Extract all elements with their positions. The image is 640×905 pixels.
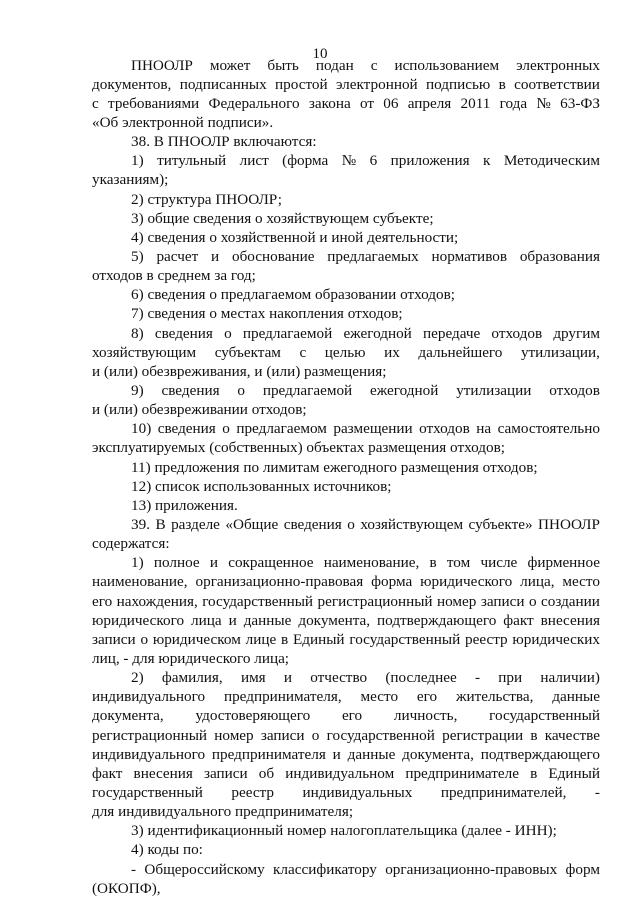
text-line: лиц, - для юридического лица; — [92, 650, 290, 667]
text-line: 1) титульный лист (форма № 6 приложения к Методическим — [131, 152, 600, 169]
text-line: юридического лица и данные документа, подтверждающего факт внесения — [92, 612, 600, 629]
text-line: 10) сведения о предлагаемом размещении отходов на самостоятельно — [131, 420, 600, 437]
text-line: наименование, организационно-правовая форма юридического лица, место — [92, 573, 600, 590]
text-line: записи о юридическом лице в Единый государственный реестр юридических — [92, 631, 600, 648]
text-line: и (или) обезвреживании отходов; — [92, 401, 307, 418]
text-line: «Об электронной подписи». — [92, 114, 274, 131]
text-line: ПНООЛР может быть подан с использованием электронных — [131, 57, 600, 74]
text-line: и (или) обезвреживания, и (или) размещения; — [92, 363, 387, 380]
text-line: содержатся: — [92, 535, 170, 552]
text-line: 13) приложения. — [131, 497, 238, 514]
text-line: его нахождения, государственный регистрационный номер записи о создании — [92, 593, 600, 610]
text-line: 6) сведения о предлагаемом образовании отходов; — [131, 286, 456, 303]
text-line: документов, подписанных простой электронной подписью в соответствии — [92, 76, 600, 93]
text-line: эксплуатируемых (собственных) объектах размещения отходов; — [92, 439, 505, 456]
text-line: 3) общие сведения о хозяйствующем субъекте; — [131, 210, 434, 227]
text-line: 2) фамилия, имя и отчество (последнее - при наличии) — [131, 669, 600, 686]
text-line: документа, удостоверяющего его личность, государственный — [92, 707, 600, 724]
text-line: 4) коды по: — [131, 841, 203, 858]
text-line: отходов в среднем за год; — [92, 267, 256, 284]
text-line: 2) структура ПНООЛР; — [131, 191, 282, 208]
text-line: 39. В разделе «Общие сведения о хозяйствующем субъекте» ПНООЛР — [131, 516, 600, 533]
text-line: с требованиями Федерального закона от 06 апреля 2011 года № 63-ФЗ — [92, 95, 600, 112]
text-line: - Общероссийскому классификатору организационно-правовых форм — [131, 861, 600, 878]
text-line: 11) предложения по лимитам ежегодного размещения отходов; — [131, 459, 538, 476]
text-line: факт внесения записи об индивидуальном предпринимателе в Единый — [92, 765, 600, 782]
text-line: указаниям); — [92, 171, 169, 188]
text-line: 5) расчет и обоснование предлагаемых нормативов образования — [131, 248, 600, 265]
text-line: индивидуального предпринимателя, место его жительства, данные — [92, 688, 600, 705]
text-line: 3) идентификационный номер налогоплательщика (далее - ИНН); — [131, 822, 557, 839]
text-line: государственный реестр индивидуальных предпринимателей, - — [92, 784, 600, 801]
text-line: индивидуального предпринимателя и данные документа, подтверждающего — [92, 746, 600, 763]
text-line: 8) сведения о предлагаемой ежегодной передаче отходов другим — [131, 325, 600, 342]
text-line: (ОКОПФ), — [92, 880, 161, 897]
text-line: 12) список использованных источников; — [131, 478, 392, 495]
text-line: 4) сведения о хозяйственной и иной деятельности; — [131, 229, 459, 246]
text-line: хозяйствующим субъектам с целью их дальнейшего утилизации, — [92, 344, 600, 361]
text-line: 38. В ПНООЛР включаются: — [131, 133, 317, 150]
text-line: регистрационный номер записи о государственной регистрации в качестве — [92, 727, 600, 744]
text-line: 7) сведения о местах накопления отходов; — [131, 305, 403, 322]
text-line: 9) сведения о предлагаемой ежегодной утилизации отходов — [131, 382, 600, 399]
page-number: 10 — [312, 46, 328, 62]
text-line: 1) полное и сокращенное наименование, в том числе фирменное — [131, 554, 600, 571]
text-line: для индивидуального предпринимателя; — [92, 803, 354, 820]
